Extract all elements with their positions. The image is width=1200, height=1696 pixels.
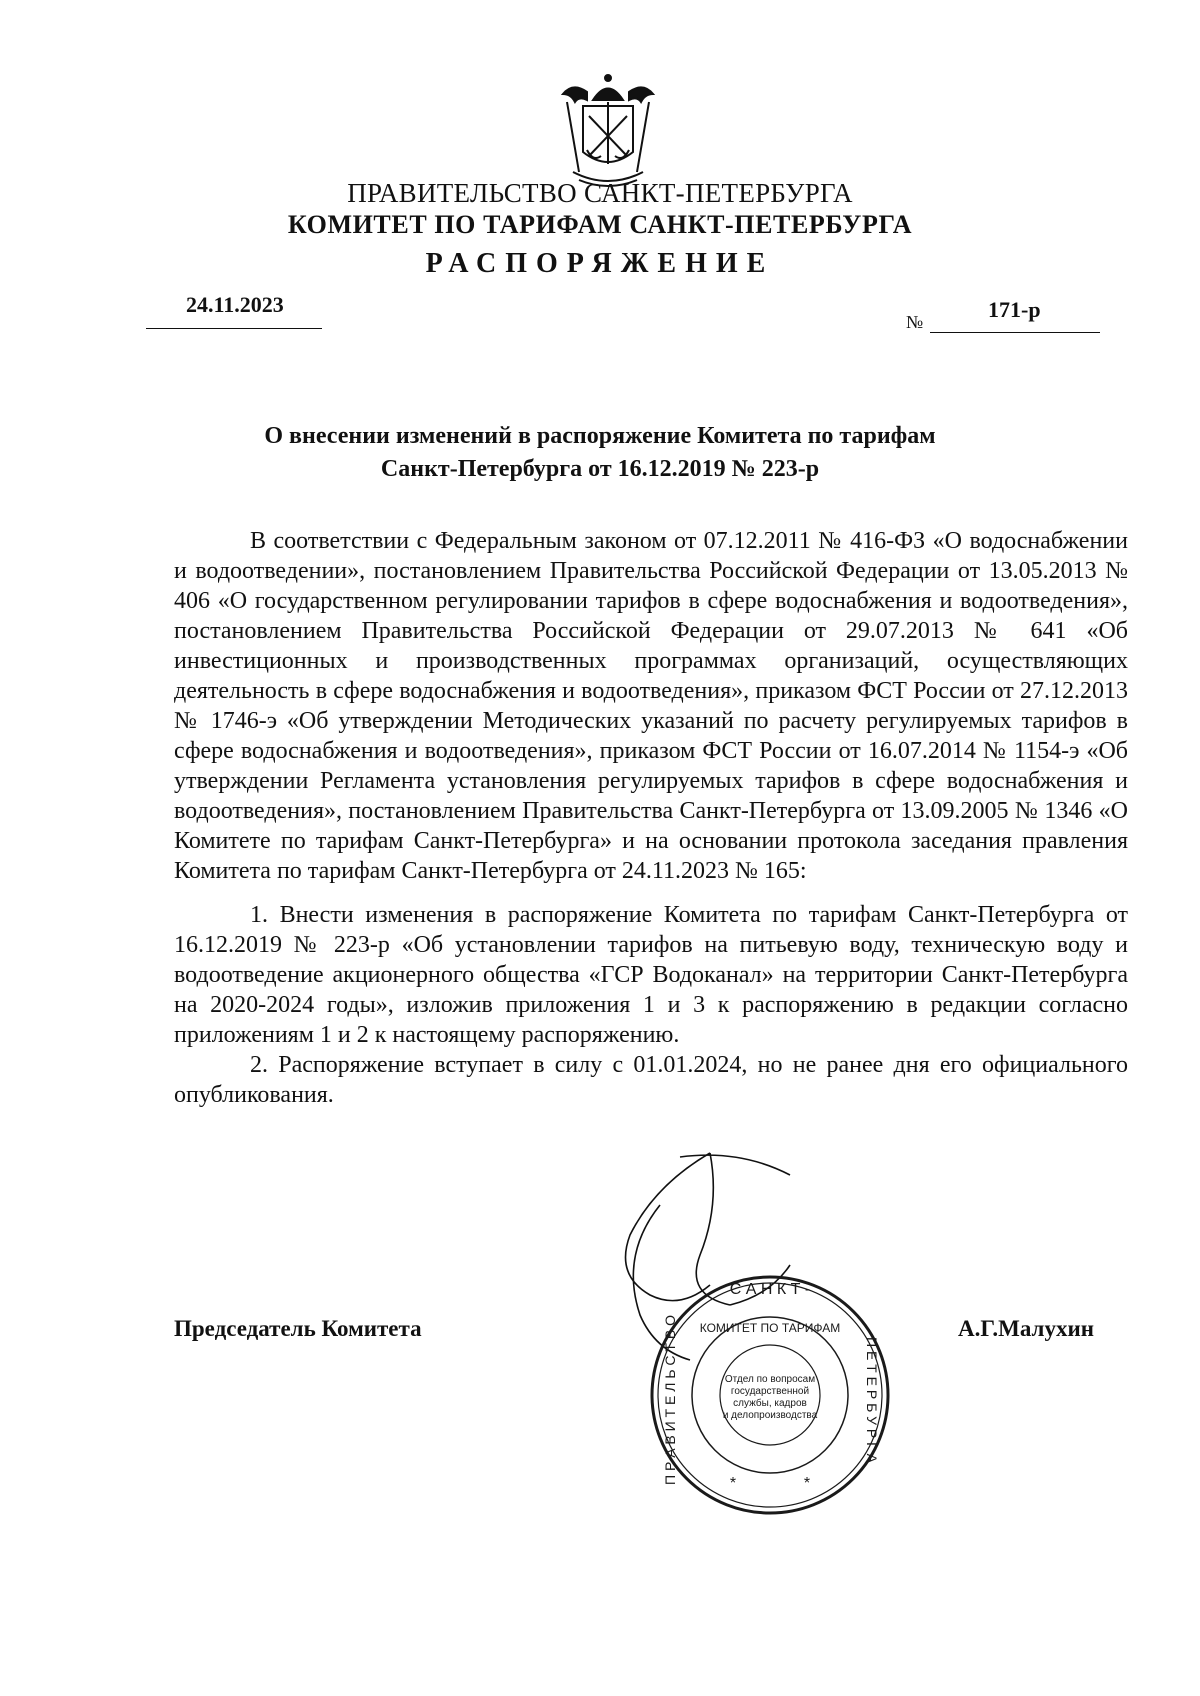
official-seal [645, 1270, 895, 1520]
document-date: 24.11.2023 [186, 292, 284, 317]
item-1-paragraph: 1. Внести изменения в распоряжение Комитета по тарифам Санкт-Петербурга от 16.12.2019 № 223-р «Об установлении тарифов на питьевую воду, техническую воду и водоотведение акционерного общества «ГСР Водоканал» на территории Санкт-Петербурга на 2020-2024 годы», изложив приложения 1 и 3 к распоряжению в редакции согласно приложениям 1 и 2 к настоящему распоряжению. [174, 902, 1128, 1048]
document-body [174, 526, 1128, 1110]
preamble-paragraph: В соответствии с Федеральным законом от 07.12.2011 № 416-ФЗ «О водоснабжении и водоотведении», постановлением Правительства Российской Федерации от 13.05.2013 № 406 «О государственном регулировании тарифов в сфере водоснабжения и водоотведения», постановлением Правительства Российской Федерации от 29.07.2013 № 641 «Об инвестиционных и производственных программах организаций, осуществляющих деятельность в сфере водоснабжения и водоотведения», приказом ФСТ России от 27.12.2013 № 1746-э «Об утверждении Методических указаний по расчету регулируемых тарифов в сфере водоснабжения и водоотведения», приказом ФСТ России от 16.07.2014 № 1154-э «Об утверждении Регламента установления регулируемых тарифов в сфере водоснабжения и водоотведения», постановлением Правительства Санкт-Петербурга от 13.09.2005 № 1346 «О Комитете по тарифам Санкт-Петербурга» и на основании протокола заседания правления Комитета по тарифам Санкт-Петербурга от 24.11.2023 № 165: [174, 528, 1128, 884]
svg-text:*: * [729, 1475, 737, 1492]
svg-text:С А Н К Т -: С А Н К Т - [729, 1281, 811, 1298]
committee-heading: КОМИТЕТ ПО ТАРИФАМ САНКТ-ПЕТЕРБУРГА [287, 210, 913, 239]
svg-text:*: * [803, 1475, 811, 1492]
title-line-2: Санкт-Петербурга от 16.12.2019 № 223-р [380, 456, 820, 482]
svg-text:Отдел по вопросам: Отдел по вопросам [724, 1374, 816, 1385]
svg-text:П Р А В И Т Е Л Ь С Т В О: П Р А В И Т Е Л Ь С Т В О [662, 1315, 678, 1485]
document-type: РАСПОРЯЖЕНИЕ [425, 248, 775, 279]
number-sign: № [906, 312, 924, 332]
government-heading: ПРАВИТЕЛЬСТВО САНКТ-ПЕТЕРБУРГА [347, 178, 853, 208]
svg-text:службы, кадров: службы, кадров [733, 1398, 807, 1409]
svg-text:П Е Т Е Р Б У Р Г А: П Е Т Е Р Б У Р Г А [864, 1337, 880, 1463]
signer-role: Председатель Комитета [174, 1316, 422, 1341]
document-title [0, 420, 1200, 486]
svg-text:КОМИТЕТ ПО ТАРИФАМ: КОМИТЕТ ПО ТАРИФАМ [699, 1321, 841, 1335]
svg-text:и делопроизводства: и делопроизводства [722, 1410, 818, 1421]
number-underline [930, 332, 1100, 333]
document-number: 171-р [988, 297, 1041, 322]
title-line-1: О внесении изменений в распоряжение Комитета по тарифам [264, 423, 936, 449]
item-2-paragraph: 2. Распоряжение вступает в силу с 01.01.2024, но не ранее дня его официального опубликования. [174, 1052, 1128, 1108]
svg-text:государственной: государственной [730, 1386, 810, 1397]
signer-name: А.Г.Малухин [958, 1316, 1094, 1341]
date-underline [146, 328, 322, 329]
spb-coat-of-arms-icon [553, 72, 663, 190]
